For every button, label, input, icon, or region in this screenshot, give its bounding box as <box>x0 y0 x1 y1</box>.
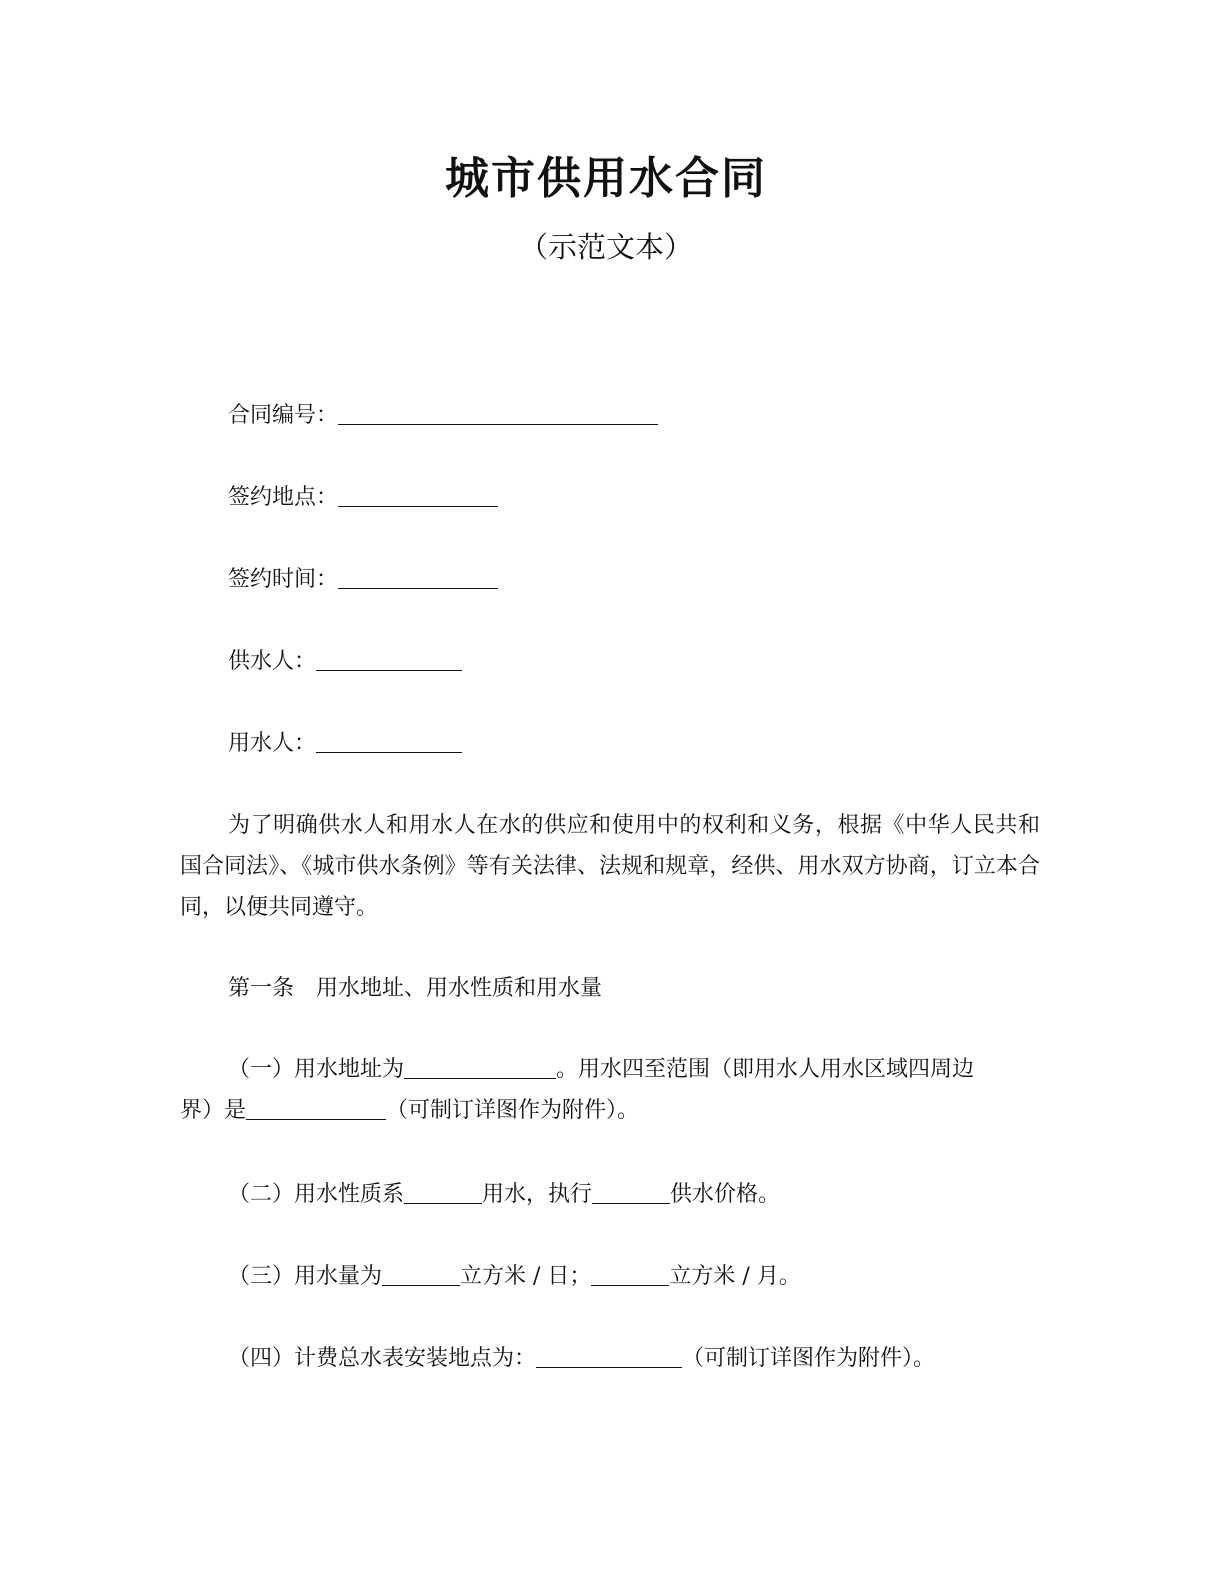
item3-text-a: （三）用水量为 <box>228 1264 383 1289</box>
water-nature-blank[interactable] <box>404 1181 482 1204</box>
article1-item4 <box>228 1344 935 1374</box>
article1-item1 <box>180 1049 1040 1131</box>
item1-text-b: 。用水四至范围（即用水人用水区域四周边 <box>556 1057 975 1082</box>
item1-text-a: （一）用水地址为 <box>228 1057 405 1082</box>
sign-place-blank[interactable] <box>338 484 498 507</box>
item2-text-b: 用水，执行 <box>482 1182 593 1207</box>
supplier-blank[interactable] <box>316 648 462 671</box>
sign-place-row <box>228 483 498 513</box>
article1-item2 <box>228 1180 780 1210</box>
contract-number-blank[interactable] <box>338 402 658 425</box>
sign-time-label: 签约时间： <box>228 567 339 592</box>
document-subtitle: （示范文本） <box>518 230 693 264</box>
item1-text-c: 界）是 <box>180 1098 247 1123</box>
contract-number-label: 合同编号： <box>228 403 339 428</box>
item3-text-c: 立方米 / 月。 <box>669 1264 801 1289</box>
article1-item3 <box>228 1262 801 1292</box>
preamble-paragraph: 为了明确供水人和用水人在水的供应和使用中的权利和义务，根据《中华人民共和国合同法》、《城市供水条例》等有关法律、法规和规章，经供、用水双方协商，订立本合同，以便共同遵守。 <box>180 813 1040 920</box>
supplier-row <box>228 647 462 677</box>
item2-text-c: 供水价格。 <box>670 1182 781 1207</box>
monthly-volume-blank[interactable] <box>591 1263 669 1286</box>
item2-text-a: （二）用水性质系 <box>228 1182 405 1207</box>
meter-location-blank[interactable] <box>536 1345 682 1368</box>
user-blank[interactable] <box>316 730 462 753</box>
item1-text-d: （可制订详图作为附件）。 <box>386 1098 640 1123</box>
supplier-label: 供水人： <box>228 649 317 674</box>
article1-heading: 第一条 用水地址、用水性质和用水量 <box>228 976 603 1001</box>
water-address-blank[interactable] <box>404 1056 556 1079</box>
item4-text-b: （可制订详图作为附件）。 <box>682 1346 936 1371</box>
item3-text-b: 立方米 / 日； <box>460 1264 592 1289</box>
sign-time-blank[interactable] <box>338 566 498 589</box>
daily-volume-blank[interactable] <box>382 1263 460 1286</box>
sign-place-label: 签约地点： <box>228 485 339 510</box>
contract-number-row <box>228 401 658 431</box>
item4-text-a: （四）计费总水表安装地点为： <box>228 1346 537 1371</box>
sign-time-row <box>228 565 498 595</box>
price-category-blank[interactable] <box>592 1181 670 1204</box>
document-title: 城市供用水合同 <box>445 153 767 204</box>
boundary-blank[interactable] <box>246 1097 386 1120</box>
user-label: 用水人： <box>228 731 317 756</box>
user-row <box>228 729 462 759</box>
